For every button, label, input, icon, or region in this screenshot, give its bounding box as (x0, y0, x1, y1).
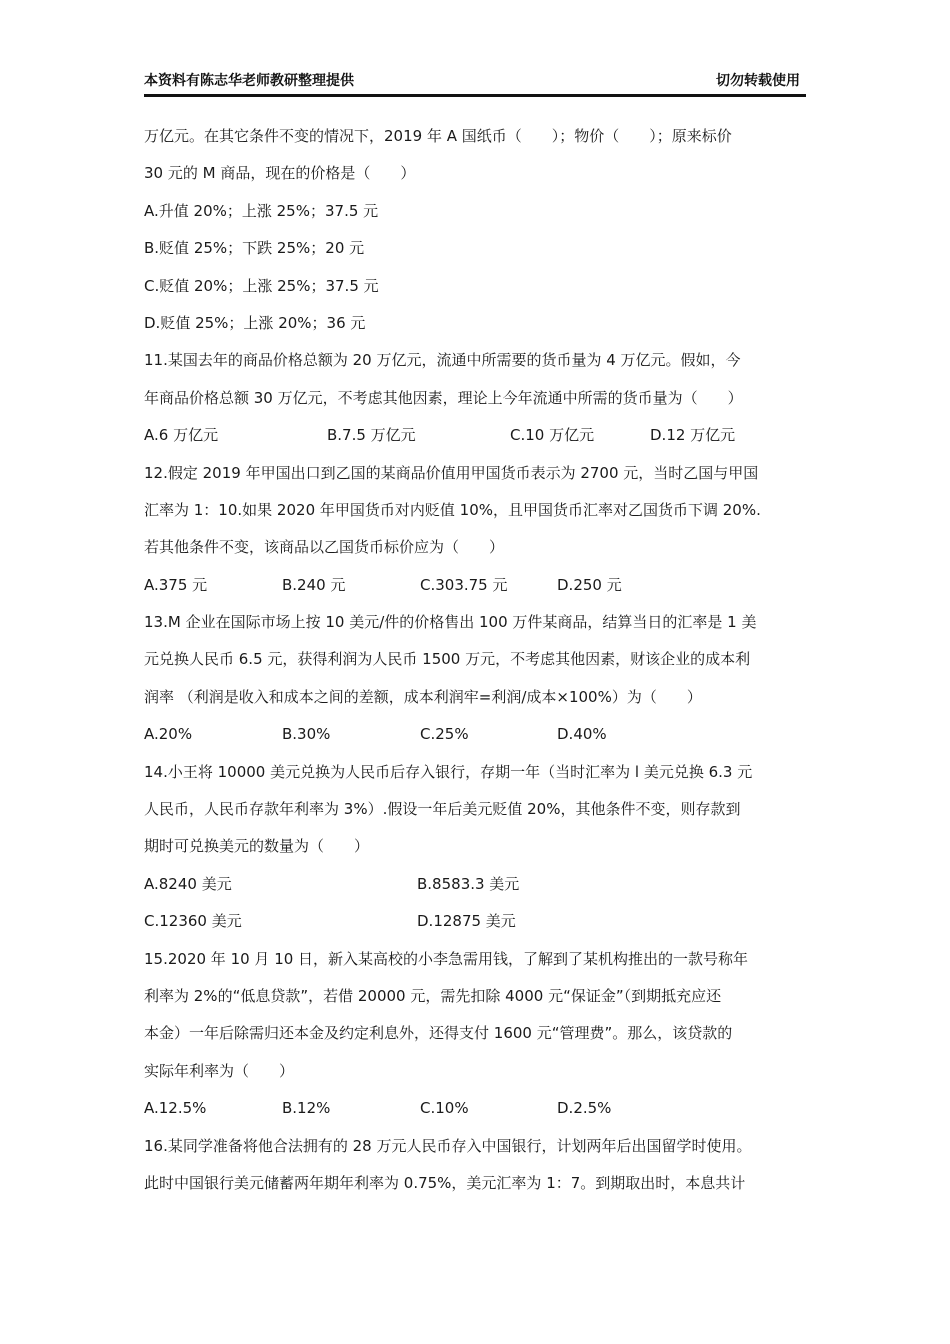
question-14-options-row-1 (144, 866, 812, 903)
question-14-line-2: 人民币，人民币存款年利率为 3%）.假设一年后美元贬值 20%，其他条件不变，则存款到 (144, 800, 741, 819)
question-15-line-4: 实际年利率为（ ） (144, 1061, 295, 1080)
question-14-option-c: C.12360 美元 (144, 912, 242, 931)
question-14-line-1: 14.小王将 10000 美元兑换为人民币后存入银行，存期一年（当时汇率为 l 美元兑换 6.3 元 (144, 762, 753, 781)
question-10-option-d: D.贬值 25%；上涨 20%；36 元 (144, 313, 366, 332)
question-10-option-c: C.贬值 20%；上涨 25%；37.5 元 (144, 276, 379, 295)
question-13-line-1: 13.M 企业在国际市场上按 10 美元/件的价格售出 100 万件某商品，结算当日的汇率是 1 美 (144, 613, 757, 632)
question-14-option-d: D.12875 美元 (417, 912, 516, 931)
question-13-line-2: 元兑换人民币 6.5 元，获得利润为人民币 1500 万元，不考虑其他因素，财该企业的成本利 (144, 650, 751, 669)
question-11-option-a: A.6 万亿元 (144, 426, 219, 445)
question-15-options (144, 1090, 812, 1127)
question-12-line-3: 若其他条件不变，该商品以乙国货币标价应为（ ） (144, 538, 505, 557)
question-13-line-3: 润率 （利润是收入和成本之间的差额，成本利润牢=利润/成本×100%）为（ ） (144, 687, 702, 706)
question-11-line-2: 年商品价格总额 30 万亿元，不考虑其他因素，理论上今年流通中所需的货币量为（ ） (144, 388, 743, 407)
document-body (144, 118, 812, 1202)
question-12-option-b: B.240 元 (282, 575, 346, 594)
question-14-option-b: B.8583.3 美元 (417, 874, 520, 893)
question-16-line-1: 16.某同学准备将他合法拥有的 28 万元人民币存入中国银行，计划两年后出国留学时使用。 (144, 1136, 752, 1155)
question-15-option-b: B.12% (282, 1099, 331, 1118)
question-11-option-b: B.7.5 万亿元 (327, 426, 416, 445)
question-13-options (144, 716, 812, 753)
header-divider (144, 94, 806, 97)
question-11-line-1: 11.某国去年的商品价格总额为 20 万亿元，流通中所需要的货币量为 4 万亿元。假如，今 (144, 351, 741, 370)
question-13-option-c: C.25% (420, 725, 469, 744)
question-14-option-a: A.8240 美元 (144, 874, 232, 893)
question-13-option-d: D.40% (557, 725, 607, 744)
question-11-option-d: D.12 万亿元 (650, 426, 736, 445)
question-12-option-a: A.375 元 (144, 575, 208, 594)
question-12-line-1: 12.假定 2019 年甲国出口到乙国的某商品价值用甲国货币表示为 2700 元，当时乙国与甲国 (144, 463, 759, 482)
question-10-line-1: 万亿元。在其它条件不变的情况下，2019 年 A 国纸币（ ）；物价（ ）；原来标价 (144, 127, 732, 145)
question-10-option-b: B.贬值 25%；下跌 25%；20 元 (144, 239, 365, 258)
question-14-line-3: 期时可兑换美元的数量为（ ） (144, 837, 370, 856)
question-12-option-d: D.250 元 (557, 575, 622, 594)
question-12-option-c: C.303.75 元 (420, 575, 508, 594)
question-12-options (144, 567, 812, 604)
question-15-option-c: C.10% (420, 1099, 469, 1118)
header-notice-text: 切勿转载使用 (716, 73, 800, 89)
question-13-option-b: B.30% (282, 725, 331, 744)
question-15-option-d: D.2.5% (557, 1099, 612, 1118)
header-source-text: 本资料有陈志华老师教研整理提供 (144, 73, 354, 89)
question-13-option-a: A.20% (144, 725, 193, 744)
question-10-line-2: 30 元的 M 商品，现在的价格是（ ） (144, 164, 416, 183)
question-14-options-row-2 (144, 903, 812, 940)
page-header (144, 70, 806, 94)
question-12-line-2: 汇率为 1：10.如果 2020 年甲国货币对内贬值 10%，且甲国货币汇率对乙国货币下调 20%. (144, 500, 761, 519)
question-10-option-a: A.升值 20%；上涨 25%；37.5 元 (144, 201, 379, 220)
question-16-line-2: 此时中国银行美元储蓄两年期年利率为 0.75%，美元汇率为 1：7。到期取出时，本息共计 (144, 1173, 746, 1192)
question-11-option-c: C.10 万亿元 (510, 426, 595, 445)
question-15-line-3: 本金）一年后除需归还本金及约定利息外，还得支付 1600 元“管理费”。那么，该贷款的 (144, 1024, 733, 1043)
question-11-options (144, 417, 812, 454)
question-15-line-2: 利率为 2%的“低息贷款”，若借 20000 元，需先扣除 4000 元“保证金”（到期抵充应还 (144, 986, 722, 1005)
question-15-option-a: A.12.5% (144, 1099, 207, 1118)
question-15-line-1: 15.2020 年 10 月 10 日，新入某高校的小李急需用钱，了解到了某机构推出的一款号称年 (144, 949, 749, 968)
